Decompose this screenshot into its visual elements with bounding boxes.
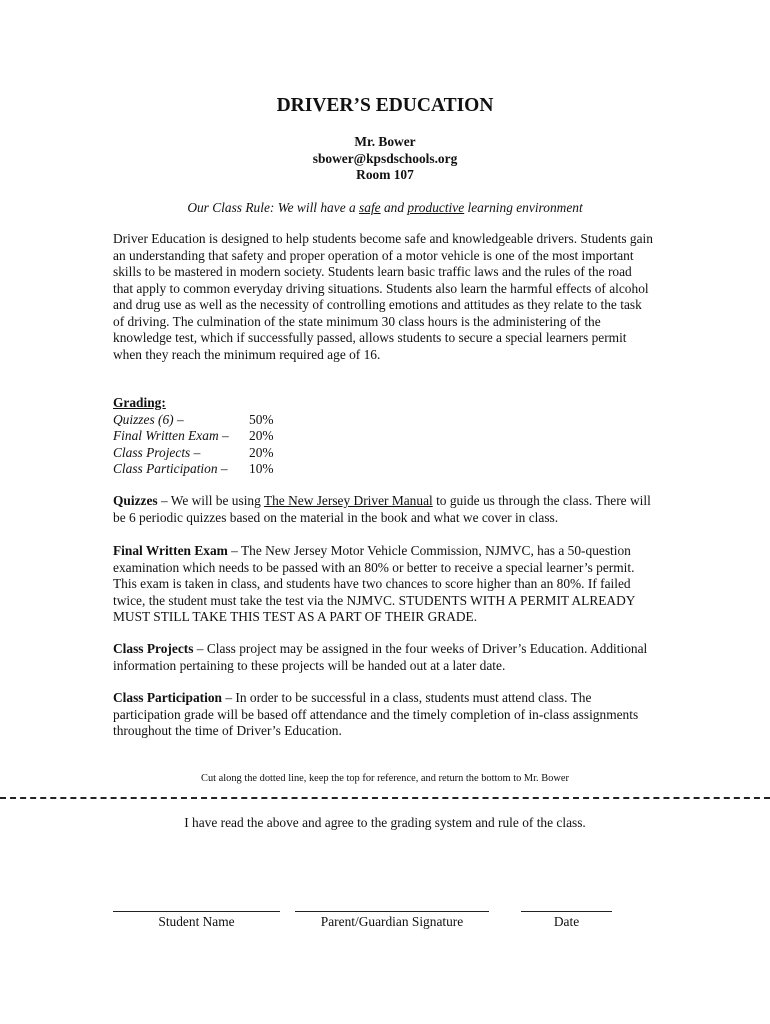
class-rule <box>0 200 770 217</box>
grading-row <box>113 445 413 462</box>
room-number: Room 107 <box>356 167 414 182</box>
final-exam-text: – The New Jersey Motor Vehicle Commission, NJMVC, has a 50-question examination which needs to be passed with an 80% or better to receive a special learner’s permit. This exam is taken in class, and students have two chances to score higher than an 80%. If failed twice, the student must take the test via the NJMVC. STUDENTS WITH A PERMIT ALREADY MUST STILL TAKE THIS TEST AS A PART OF THEIR GRADE. <box>113 543 635 624</box>
grading-value: 10% <box>249 461 274 476</box>
grading-value: 50% <box>249 411 274 427</box>
grading-heading: Grading: <box>113 395 166 410</box>
quizzes-heading: Quizzes <box>113 493 158 508</box>
projects-paragraph <box>113 641 658 674</box>
grading-row <box>113 461 413 478</box>
grading-label: Class Participation – <box>113 461 228 476</box>
cut-line <box>0 797 770 799</box>
grading-label: Class Projects – <box>113 444 201 460</box>
projects-text: – Class project may be assigned in the four weeks of Driver’s Education. Additional information pertaining to these projects will be handed out at a later date. <box>113 641 648 673</box>
student-signature-block <box>113 901 280 931</box>
quizzes-text-post: to guide us through the class. There will be 6 periodic quizzes based on the material in the book and what we cover in class. <box>113 493 651 525</box>
participation-heading: Class Participation <box>113 690 222 705</box>
date-line[interactable] <box>521 901 612 912</box>
grading-section <box>113 395 413 478</box>
grading-label: Quizzes (6) – <box>113 411 184 427</box>
driver-manual-title: The New Jersey Driver Manual <box>263 493 433 508</box>
grading-row <box>113 428 413 445</box>
class-rule-productive: productive <box>407 200 465 215</box>
cut-instruction: Cut along the dotted line, keep the top for reference, and return the bottom to Mr. Bower <box>201 773 569 784</box>
class-rule-suffix: learning environment <box>464 200 583 215</box>
projects-heading: Class Projects <box>113 641 194 656</box>
teacher-name: Mr. Bower <box>354 134 416 149</box>
student-signature-line[interactable] <box>113 901 280 912</box>
grading-label: Final Written Exam – <box>113 428 229 443</box>
parent-signature-line[interactable] <box>295 901 489 912</box>
contact-block <box>0 134 770 184</box>
parent-signature-label: Parent/Guardian Signature <box>320 914 464 929</box>
teacher-email: sbower@kpsdschools.org <box>312 150 458 166</box>
agreement-statement: I have read the above and agree to the grading system and rule of the class. <box>184 815 586 830</box>
class-rule-safe: safe <box>359 200 381 215</box>
date-block <box>521 901 612 931</box>
date-label: Date <box>553 914 580 929</box>
grading-value: 20% <box>249 428 274 443</box>
page-title: DRIVER’S EDUCATION <box>276 95 494 116</box>
grading-value: 20% <box>249 444 274 460</box>
final-exam-paragraph <box>113 543 658 626</box>
grading-row <box>113 412 413 429</box>
class-rule-and: and <box>380 200 408 215</box>
student-name-label: Student Name <box>158 914 235 929</box>
participation-paragraph <box>113 690 658 740</box>
parent-signature-block <box>295 901 489 931</box>
participation-text: – In order to be successful in a class, students must attend class. The participation grade will be based off attendance and the timely completion of in-class assignments throughout the time of Driver’s Education. <box>113 690 639 738</box>
quizzes-text-pre: – We will be using <box>157 493 264 508</box>
intro-paragraph: Driver Education is designed to help students become safe and knowledgeable drivers. Students gain an understanding that safety and proper operation of a motor vehicle is one of the most important skills to be mastered in modern society. Students learn basic traffic laws and the rules of the road that apply to common everyday driving situations. Students also learn the harmful effects of alcohol and drug use as well as the necessity of controlling emotions and attitudes as they relate to the task of driving. The culmination of the state minimum 30 class hours is the administering of the knowledge test, which if successfully passed, allows students to secure a special learners permit when they reach the minimum required age of 16. <box>113 231 653 362</box>
class-rule-prefix: Our Class Rule: We will have a <box>187 200 360 215</box>
quizzes-paragraph <box>113 493 658 526</box>
final-exam-heading: Final Written Exam <box>113 543 228 558</box>
